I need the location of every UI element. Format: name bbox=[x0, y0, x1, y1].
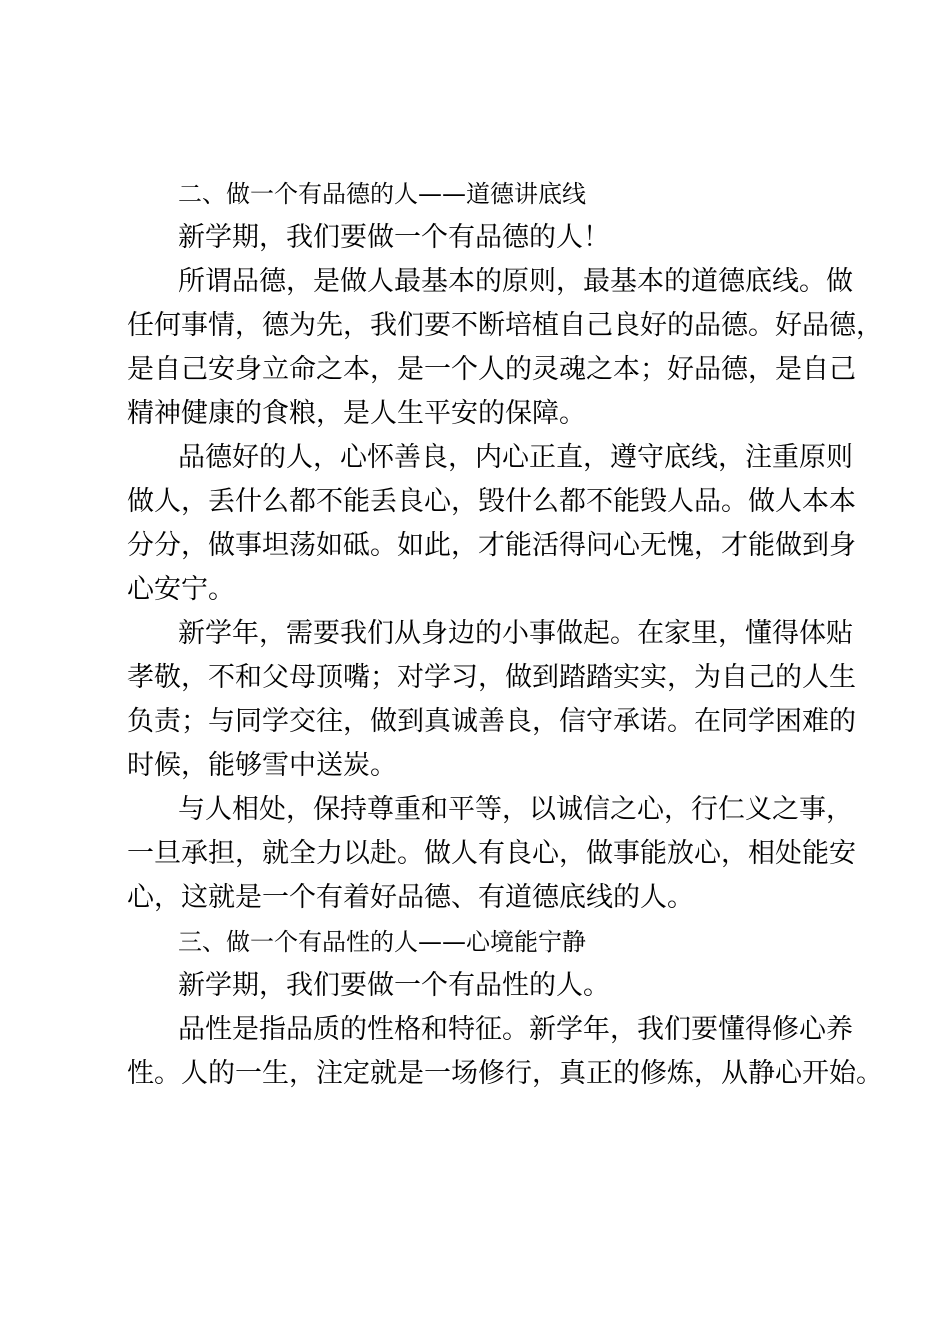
paragraph-line: 所谓品德，是做人最基本的原则，最基本的道德底线。做 bbox=[178, 266, 853, 297]
paragraph-line: 任何事情，德为先，我们要不断培植自己良好的品德。好品德， bbox=[127, 310, 883, 341]
section-heading-3: 三、做一个有品性的人——心境能宁静 bbox=[178, 928, 586, 956]
paragraph-line: 品性是指品质的性格和特征。新学年，我们要懂得修心养 bbox=[178, 1014, 853, 1045]
paragraph bbox=[127, 788, 856, 920]
paragraph-line: 品德好的人，心怀善良，内心正直，遵守底线，注重原则 bbox=[178, 442, 853, 473]
paragraph-line: 新学年，需要我们从身边的小事做起。在家里，懂得体贴 bbox=[178, 618, 853, 649]
paragraph-line: 分分，做事坦荡如砥。如此，才能活得问心无愧，才能做到身 bbox=[127, 530, 856, 561]
paragraph-line: 时候，能够雪中送炭。 bbox=[127, 750, 397, 781]
paragraph bbox=[127, 964, 837, 1008]
paragraph-line: 一旦承担，就全力以赴。做人有良心，做事能放心，相处能安 bbox=[127, 838, 856, 869]
paragraph-line: 心安宁。 bbox=[127, 574, 235, 605]
paragraph bbox=[127, 216, 837, 260]
paragraph-line: 负责；与同学交往，做到真诚善良，信守承诺。在同学困难的 bbox=[127, 706, 856, 737]
paragraph bbox=[127, 260, 883, 436]
paragraph bbox=[127, 612, 856, 788]
paragraph-line: 与人相处，保持尊重和平等，以诚信之心，行仁义之事， bbox=[178, 794, 853, 825]
paragraph-line: 做人，丢什么都不能丢良心，毁什么都不能毁人品。做人本本 bbox=[127, 486, 856, 517]
section-heading-2: 二、做一个有品德的人——道德讲底线 bbox=[178, 180, 586, 208]
paragraph-line: 孝敬，不和父母顶嘴；对学习，做到踏踏实实，为自己的人生 bbox=[127, 662, 856, 693]
document-body bbox=[127, 172, 883, 1096]
paragraph-line: 心，这就是一个有着好品德、有道德底线的人。 bbox=[127, 882, 694, 913]
paragraph bbox=[127, 436, 856, 612]
paragraph-line: 精神健康的食粮，是人生平安的保障。 bbox=[127, 398, 586, 429]
paragraph-line: 性。人的一生，注定就是一场修行，真正的修炼，从静心开始。 bbox=[127, 1058, 883, 1089]
paragraph bbox=[127, 1008, 883, 1096]
paragraph-line: 新学期，我们要做一个有品德的人！ bbox=[178, 222, 610, 253]
paragraph-line: 新学期，我们要做一个有品性的人。 bbox=[178, 970, 610, 1001]
paragraph-line: 是自己安身立命之本，是一个人的灵魂之本；好品德，是自己 bbox=[127, 354, 856, 385]
